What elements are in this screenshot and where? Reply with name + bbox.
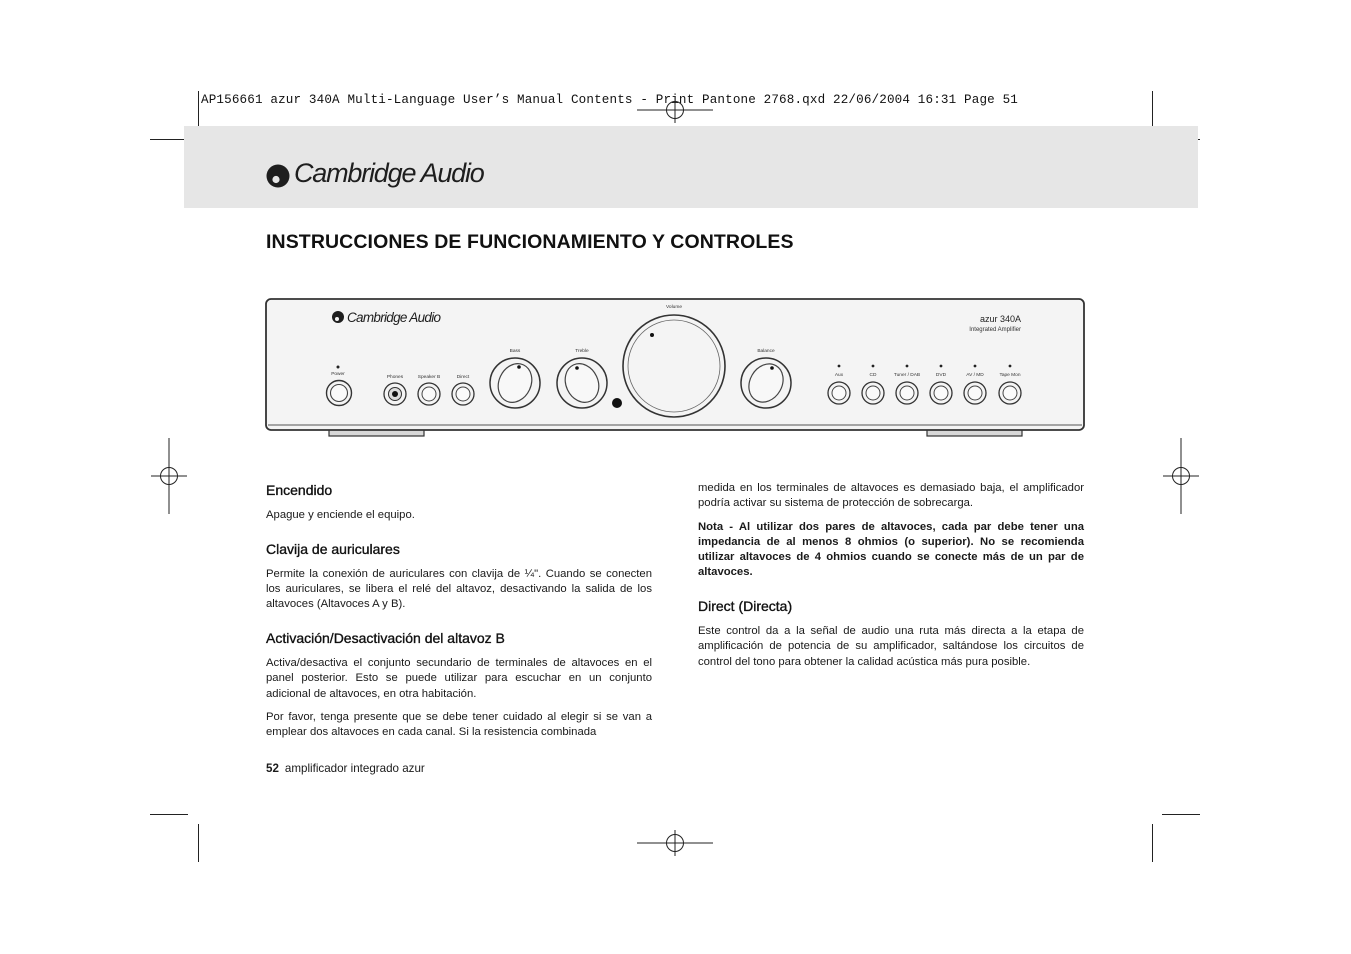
- amp-label-treble: Treble: [575, 349, 589, 354]
- section-heading: Activación/Desactivación del altavoz B: [266, 629, 505, 646]
- paragraph: Activa/desactiva el conjunto secundario de terminales de altavoces en el panel posterior. Esto se puede utilizar para escuchar en un conjunto adicional de altavoces, en otra habitación.: [266, 657, 652, 700]
- section-heading: Direct (Directa): [698, 597, 793, 614]
- section-direct: [698, 599, 1084, 670]
- amp-source-label: Tuner / DAB: [893, 373, 921, 378]
- amp-speaker-b-button: [422, 387, 436, 401]
- right-column: [698, 481, 1084, 688]
- crop-mark-bl-v: [198, 824, 199, 862]
- amp-brand-text: Cambridge Audio: [347, 310, 441, 325]
- amp-label-power: Power: [331, 372, 345, 377]
- crop-mark-bl-h: [150, 814, 188, 815]
- amp-label-balance: Balance: [757, 349, 775, 354]
- crop-mark-br-h: [1162, 814, 1200, 815]
- amp-model: azur 340A: [979, 314, 1021, 324]
- amp-volume-knob: [623, 315, 725, 417]
- crop-mark-tl-v: [198, 91, 199, 129]
- amp-source-button: [832, 386, 846, 400]
- amp-brand-logo: [332, 310, 441, 325]
- amp-source-button: [1003, 386, 1017, 400]
- amp-source-label: AV / MD: [966, 373, 984, 378]
- note-paragraph: Nota - Al utilizar dos pares de altavoces, cada par debe tener una impedancia de al menos 8 ohmios (o superior). No se recomienda utilizar altavoces de 4 ohmios cuando se conecte más de un par de altavoces.: [698, 520, 1085, 579]
- brand-logo-wordmark: Cambridge Audio: [294, 158, 484, 188]
- amp-source-label: DVD: [935, 373, 947, 378]
- paragraph: Este control da a la señal de audio una ruta más directa a la etapa de amplificación de potencia de su amplificador, saltándose los circuitos de control del tono para obtener la calidad acústica más pura posible.: [698, 625, 1084, 668]
- amp-source-label: CD: [869, 373, 877, 378]
- amp-ir-sensor: [612, 398, 622, 408]
- amp-label-speaker-b: Speaker B: [417, 375, 441, 380]
- registration-mark-bottom: [637, 805, 713, 881]
- amp-source-label: Tape Mon: [999, 373, 1021, 378]
- amp-label-bass: Bass: [509, 349, 521, 354]
- section-heading: Encendido: [266, 482, 333, 498]
- section-encendido: [266, 483, 652, 524]
- page-title: INSTRUCCIONES DE FUNCIONAMIENTO Y CONTROLES: [266, 231, 794, 253]
- brand-logo-icon: [266, 164, 290, 188]
- paragraph: Apague y enciende el equipo.: [266, 509, 415, 522]
- section-altavoz-b: [266, 631, 652, 741]
- amp-source-button: [968, 386, 982, 400]
- paragraph-continuation: medida en los terminales de altavoces es demasiado baja, el amplificador podría activar su sistema de protección de sobrecarga.: [698, 482, 1084, 510]
- amp-power-button: [331, 385, 348, 402]
- page-footer: [266, 762, 425, 775]
- section-clavija-auriculares: [266, 542, 652, 613]
- amp-source-label: Aux: [834, 373, 844, 378]
- paragraph: Por favor, tenga presente que se debe tener cuidado al elegir si se van a emplear dos altavoces en cada canal. Si la resistencia combinada: [266, 710, 652, 739]
- page-number: 52: [266, 762, 279, 775]
- amp-label-volume: Volume: [666, 305, 682, 310]
- print-slug: AP156661 azur 340A Multi-Language User’s Manual Contents - Print Pantone 2768.qxd 22/06/2004 16:31 Page 51: [201, 93, 1018, 107]
- amp-model-subtitle: Integrated Amplifier: [969, 327, 1021, 333]
- amp-direct-button: [456, 387, 470, 401]
- section-heading: Clavija de auriculares: [266, 540, 400, 557]
- amp-label-phones: Phones: [386, 375, 404, 380]
- amp-source-button: [934, 386, 948, 400]
- registration-mark-left: [131, 438, 207, 514]
- note-text: Al utilizar dos pares de altavoces, cada par debe tener una impedancia de al menos 8 ohmios (o superior). No se recomienda utilizar altavoces de 4 ohmios cuando se conecte más de un par de altavoces.: [698, 520, 1085, 579]
- left-column: [266, 483, 652, 759]
- crop-mark-tl-h: [150, 139, 188, 140]
- amp-source-button: [900, 386, 914, 400]
- registration-mark-right: [1143, 438, 1219, 514]
- note-label: Nota: [698, 520, 724, 533]
- amp-source-button: [866, 386, 880, 400]
- amp-label-direct: Direct: [456, 375, 470, 380]
- crop-mark-tr-v: [1152, 91, 1153, 129]
- amp-phones-jack: [392, 391, 398, 397]
- footer-text: amplificador integrado azur: [284, 762, 425, 775]
- crop-mark-br-v: [1152, 824, 1153, 862]
- amplifier-front-panel: [264, 296, 1088, 442]
- paragraph: Permite la conexión de auriculares con clavija de ¼". Cuando se conecten los auriculares, se libera el relé del altavoz, desactivando la salida de los altavoces (Altavoces A y B).: [266, 567, 652, 611]
